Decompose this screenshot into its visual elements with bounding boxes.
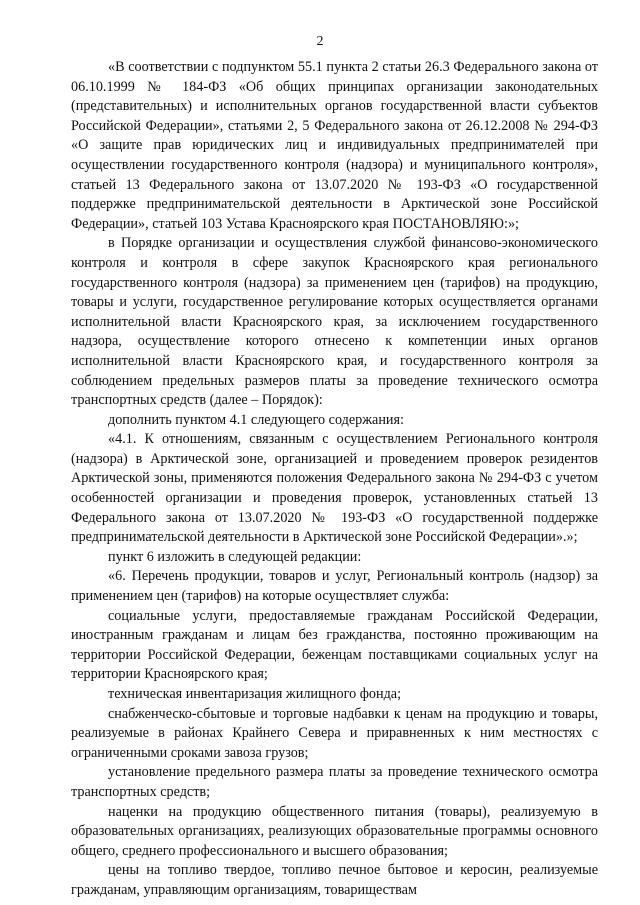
paragraph-inspection-fee: установление предельного размера платы за проведение технического осмотра транспортных средств;: [71, 764, 598, 800]
document-body: [71, 58, 598, 901]
paragraph-fuel-prices: цены на топливо твердое, топливо печное бытовое и керосин, реализуемые гражданам, управляющим организациям, товариществам: [71, 862, 598, 898]
paragraph-procedure: в Порядке организации и осуществления службой финансово-экономического контроля и контроля в сфере закупок Красноярского края регионального государственного контроля (надзора) за применением цен (тарифов) на продукцию, товары и услуги, государственное регулирование которых осуществляется органами исполнительной власти Красноярского края, за исключением государственного надзора, осуществление которого отнесено к компетенции иных органов исполнительной власти Красноярского края, и государственного контроля за соблюдением предельных размеров платы за проведение технического осмотра транспортных средств (далее – Порядок):: [71, 235, 598, 409]
paragraph-trade-markups: снабженческо-сбытовые и торговые надбавки к ценам на продукцию и товары, реализуемые в районах Крайнего Севера и приравненных к ним местностях с ограниченными сроками завоза грузов;: [71, 705, 598, 761]
page-number: 2: [316, 34, 324, 49]
paragraph-add-clause: дополнить пунктом 4.1 следующего содержания:: [108, 411, 404, 428]
paragraph-restate-clause-6: пункт 6 изложить в следующей редакции:: [108, 548, 362, 565]
paragraph-social-services: социальные услуги, предоставляемые гражданам Российской Федерации, иностранным гражданам и лицам без гражданства, постоянно проживающим на территории Российской Федерации, беженцам поставщиками социальных услуг на территории Красноярского края;: [71, 607, 598, 683]
paragraph-preamble: «В соответствии с подпунктом 55.1 пункта 2 статьи 26.3 Федерального закона от 06.10.1999 № 184-ФЗ «Об общих принципах организации законодательных (представительных) и исполнительных органов государственной власти субъектов Российской Федерации», статьями 2, 5 Федерального закона от 26.12.2008 № 294-ФЗ «О защите прав юридических лиц и индивидуальных предпринимателей при осуществлении государственного контроля (надзора) и муниципального контроля», статьей 13 Федерального закона от 13.07.2020 № 193-ФЗ «О государственной поддержке предпринимательской деятельности в Арктической зоне Российской Федерации», статьей 103 Устава Красноярского края ПОСТАНОВЛЯЮ:»;: [71, 59, 598, 232]
paragraph-clause-6: «6. Перечень продукции, товаров и услуг, Региональный контроль (надзор) за применением цен (тарифов) на которые осуществляет служба:: [71, 568, 598, 605]
paragraph-clause-4-1: «4.1. К отношениям, связанным с осуществлением Регионального контроля (надзора) в Арктической зоне, организацией и проведением проверок резидентов Арктической зоны, применяются положения Федерального закона № 294-ФЗ с учетом особенностей организации и проведения проверок, установленных статьей 13 Федерального закона от 13.07.2020 № 193-ФЗ «О государственной поддержке предпринимательской деятельности в Арктической зоне Российской Федерации».»;: [71, 431, 598, 546]
paragraph-catering-markups: наценки на продукцию общественного питания (товары), реализуемую в образовательных организациях, реализующих образовательные программы основного общего, среднего профессионального и высшего образования;: [71, 803, 598, 859]
paragraph-housing-inventory: техническая инвентаризация жилищного фонда;: [108, 686, 402, 702]
